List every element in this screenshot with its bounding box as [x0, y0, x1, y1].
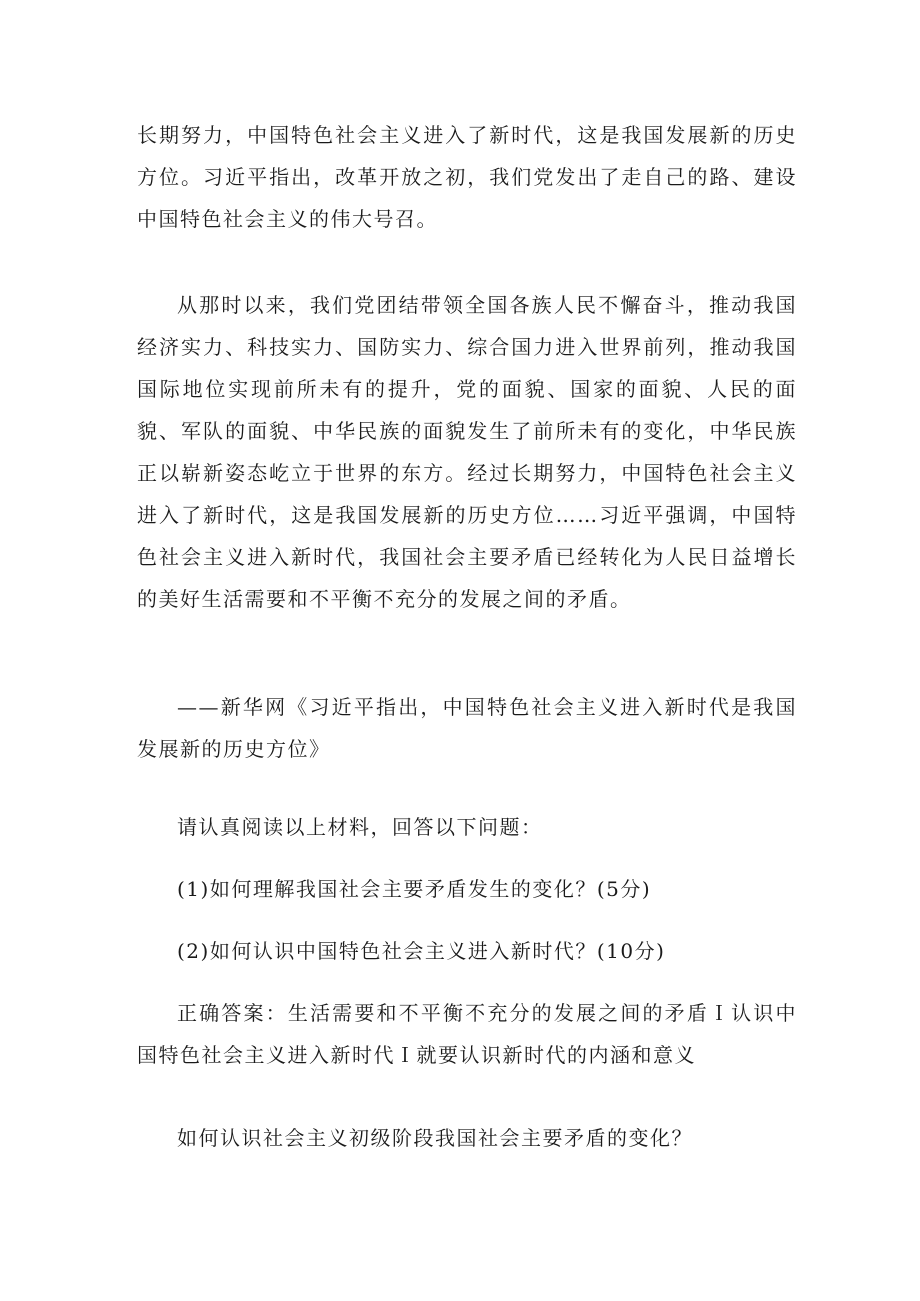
paragraph-intro: 长期努力，中国特色社会主义进入了新时代，这是我国发展新的历史方位。习近平指出，改革开放之初，我们党发出了走自己的路、建设中国特色社会主义的伟大号召。: [137, 123, 797, 231]
paragraph-instruction: 请认真阅读以上材料，回答以下问题：: [177, 815, 543, 839]
paragraph-question-final: 如何认识社会主义初级阶段我国社会主要矛盾的变化？: [177, 1126, 693, 1150]
paragraph-main: 从那时以来，我们党团结带领全国各族人民不懈奋斗，推动我国经济实力、科技实力、国防实力、综合国力进入世界前列，推动我国国际地位实现前所未有的提升，党的面貌、国家的面貌、人民的面貌、军队的面貌、中华民族的面貌发生了前所未有的变化，中华民族正以崭新姿态屹立于世界的东方。经过长期努力，中国特色社会主义进入了新时代，这是我国发展新的历史方位……习近平强调，中国特色社会主义进入新时代，我国社会主要矛盾已经转化为人民日益增长的美好生活需要和不平衡不充分的发展之间的矛盾。: [137, 293, 797, 611]
paragraph-source: ——新华网《习近平指出，中国特色社会主义进入新时代是我国发展新的历史方位》: [137, 695, 797, 761]
question-1: (1)如何理解我国社会主要矛盾发生的变化？(5分): [177, 877, 652, 901]
question-2: (2)如何认识中国特色社会主义进入新时代？(10分): [177, 939, 666, 963]
paragraph-answer: 正确答案：生活需要和不平衡不充分的发展之间的矛盾Ｉ认识中国特色社会主义进入新时代Ｉ就要认识新时代的内涵和意义: [137, 1001, 797, 1067]
